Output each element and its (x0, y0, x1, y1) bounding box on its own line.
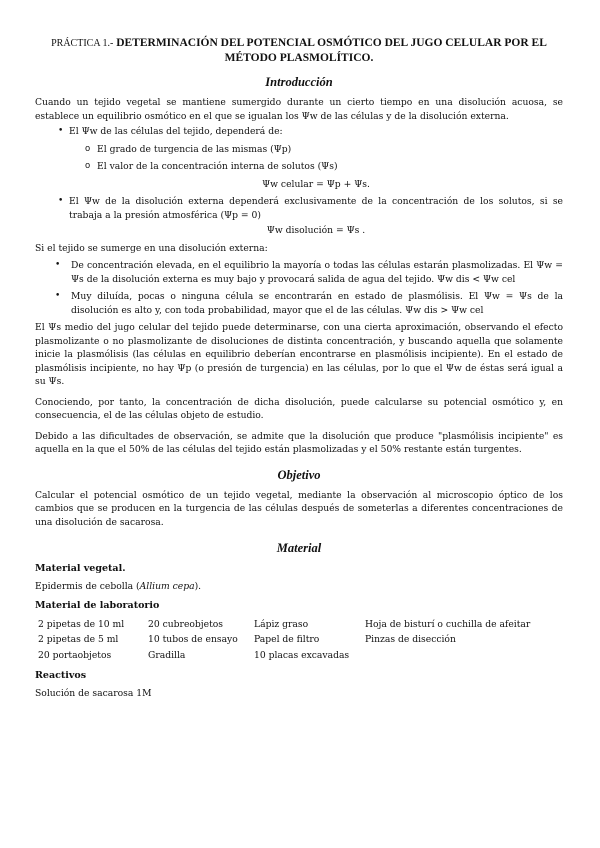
reactivos-label: Reactivos (35, 670, 87, 681)
list-item (69, 125, 563, 191)
intro-bullet-list (35, 125, 563, 238)
equation-cell: Ψw celular = Ψp + Ψs. (262, 178, 370, 190)
table-cell (365, 648, 530, 664)
intro-heading: Introducción (265, 75, 333, 89)
table-cell: 2 pipetas de 10 ml (38, 618, 125, 630)
table-cell: Gradilla (148, 649, 186, 661)
bullet-external-potential: El Ψw de la disolución externa dependerá exclusivamente de la concentración de los solutos, si se trabaja a la presión atmosférica (Ψp = 0) (69, 196, 563, 221)
table-cell: Pinzas de disección (365, 634, 456, 645)
list-item: • Muy diluída, pocas o ninguna célula se encontrarán en estado de plasmólisis. El Ψw = Ψs de la disolución es alto y, con toda probabilidad, mayor que el de las células. Ψw dis > Ψw cel (71, 290, 563, 317)
table-cell: 2 pipetas de 5 ml (38, 634, 119, 645)
bullet-cell-potential: El Ψw de las células del tejido, dependerá de: (69, 126, 283, 137)
table-cell: Lápiz graso (254, 618, 309, 630)
material-vegetal-label: Material vegetal. (35, 563, 126, 574)
table-cell: Hoja de bisturí o cuchilla de afeitar (365, 618, 531, 630)
sub-bullet-list (69, 143, 563, 174)
title-text: DETERMINACIÓN DEL POTENCIAL OSMÓTICO DEL JUGO CELULAR POR EL MÉTODO PLASMOLÍTICO. (113, 37, 547, 64)
reactivos-text: Solución de sacarosa 1M (35, 688, 152, 699)
table-cell: 20 portaobjetos (38, 649, 112, 661)
objetivo-paragraph: Calcular el potencial osmótico de un tejido vegetal, mediante la observación al microscopio óptico de los cambios que se producen en la turgencia de las células después de someterlas a diferentes concentraciones de una disolución de sacarosa. (35, 489, 563, 528)
objetivo-heading: Objetivo (277, 467, 321, 482)
table-row (38, 617, 530, 633)
table-row (38, 648, 530, 664)
lab-material-table (38, 617, 530, 664)
concentration-list (35, 259, 563, 317)
intro-paragraph-3: El Ψs medio del jugo celular del tejido puede determinarse, con una cierta aproximación, observando el efecto plasmolizante o no plasmolizante de disoluciones de distinta concentración, y buscando aquella que solamente inicie la plasmólisis (las células en equilibrio deberían encontrarse en plasmólisis incipiente). En el estado de plasmólisis incipiente, no hay Ψp (o presión de turgencia) en las células, por lo que el Ψw de éstas será igual a su Ψs. (35, 322, 563, 387)
material-vegetal-text: Epidermis de cebolla (Allium cepa). (35, 581, 202, 592)
table-cell: 20 cubreobjetos (148, 618, 224, 630)
intro-paragraph-1: Cuando un tejido vegetal se mantiene sumergido durante un cierto tiempo en una disolución acuosa, se establece un equilibrio osmótico en el que se igualan los Ψw de las células y de la disolución externa. (35, 97, 563, 122)
intro-paragraph-5: Debido a las dificultades de observación, se admite que la disolución que produce "plasmólisis incipiente" es aquella en la que el 50% de las células del tejido están plasmolizadas y el 50% restante están turgentes. (35, 430, 563, 455)
list-item: o El valor de la concentración interna de solutos (Ψs) (97, 160, 563, 174)
list-item: o El grado de turgencia de las mismas (Ψp) (97, 143, 563, 157)
intro-paragraph-2: Si el tejido se sumerge en una disolución externa: (35, 242, 268, 254)
table-cell: Papel de filtro (254, 634, 320, 645)
equation-solution: Ψw disolución = Ψs . (266, 225, 366, 236)
table-row (38, 632, 530, 648)
material-lab-label: Material de laboratorio (35, 599, 160, 611)
table-cell: 10 tubos de ensayo (148, 634, 238, 645)
species-name: Allium cepa (139, 581, 195, 592)
table-cell: 10 placas excavadas (254, 649, 350, 661)
page-title (35, 36, 563, 65)
intro-paragraph-4: Conociendo, por tanto, la concentración de dicha disolución, puede calcularse su potencial osmótico y, en consecuencia, el de las células objeto de estudio. (35, 396, 563, 421)
list-item (69, 195, 563, 238)
title-prefix: PRÁCTICA 1.- (51, 38, 114, 49)
document-page (35, 36, 563, 701)
list-item: • De concentración elevada, en el equilibrio la mayoría o todas las células estarán plasmolizadas. El Ψw = Ψs de la disolución externa es muy bajo y provocará salida de agua del tejido. Ψw dis < Ψw cel (71, 259, 563, 286)
material-heading: Material (276, 541, 322, 555)
